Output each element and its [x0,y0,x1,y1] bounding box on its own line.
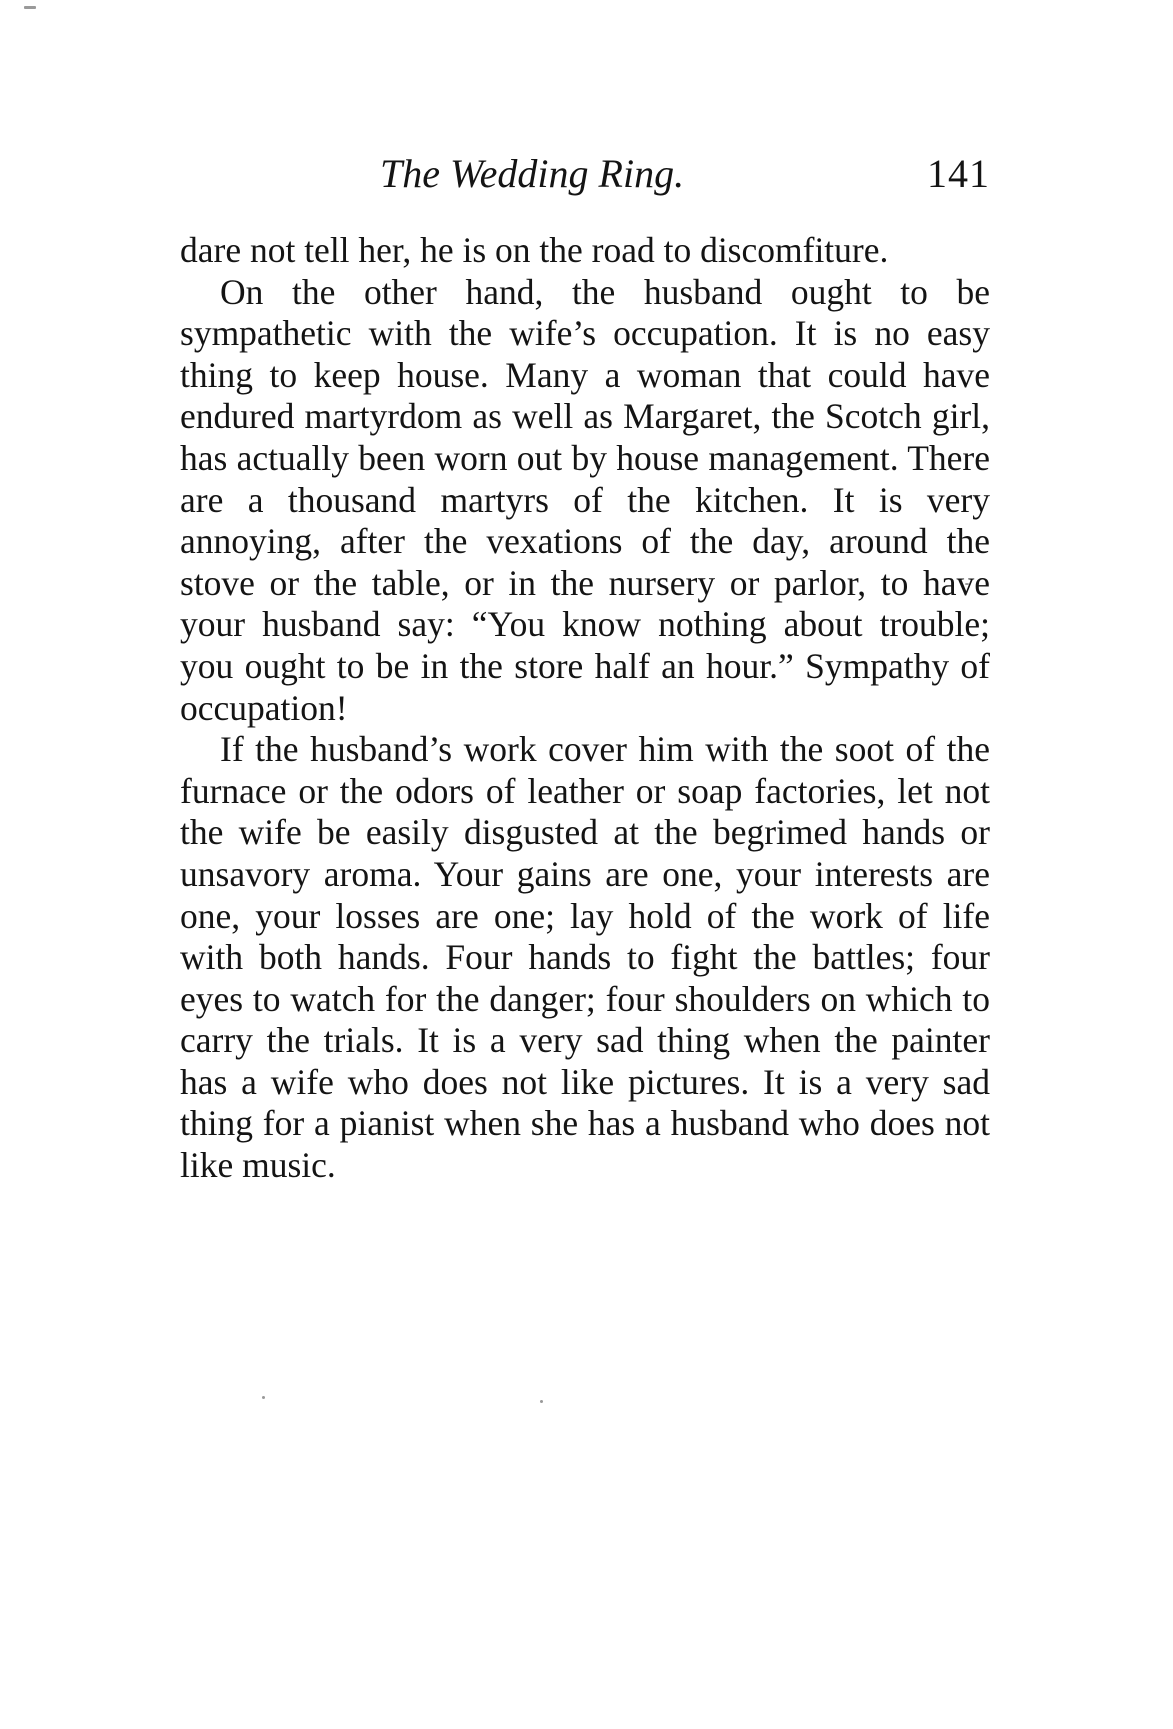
running-title: The Wedding Ring. [380,151,685,196]
print-speck [24,6,36,9]
page-body [180,230,990,1187]
paragraph-continued: dare not tell her, he is on the road to discomfiture. [180,230,889,270]
page-number: 141 [927,151,990,196]
page-header [180,148,990,208]
paragraph-sympathy-of-occupation: On the other hand, the husband ought to be sympathetic with the wife’s occupation. It is no easy thing to keep house. Many a woman that could have endured martyrdom as well as Margaret, the Scotch girl, has actually been worn out by house management. There are a thousand martyrs of the kitchen. It is very annoying, after the vexations of the day, around the stove or the table, or in the nursery or parlor, to have your husband say: “You know nothing about trouble; you ought to be in the store half an hour.” Sympathy of occupation! [180,271,990,728]
paragraph-husbands-work: If the husband’s work cover him with the soot of the furnace or the odors of leather or soap factories, let not the wife be easily disgusted at the begrimed hands or unsavory aroma. Your gains are one, your interests are one, your losses are one; lay hold of the work of life with both hands. Four hands to fight the battles; four eyes to watch for the danger; four shoulders on which to carry the trials. It is a very sad thing when the painter has a wife who does not like pictures. It is a very sad thing for a pianist when she has a husband who does not like music. [180,729,990,1186]
print-speck [262,1396,265,1399]
print-speck [540,1400,543,1403]
